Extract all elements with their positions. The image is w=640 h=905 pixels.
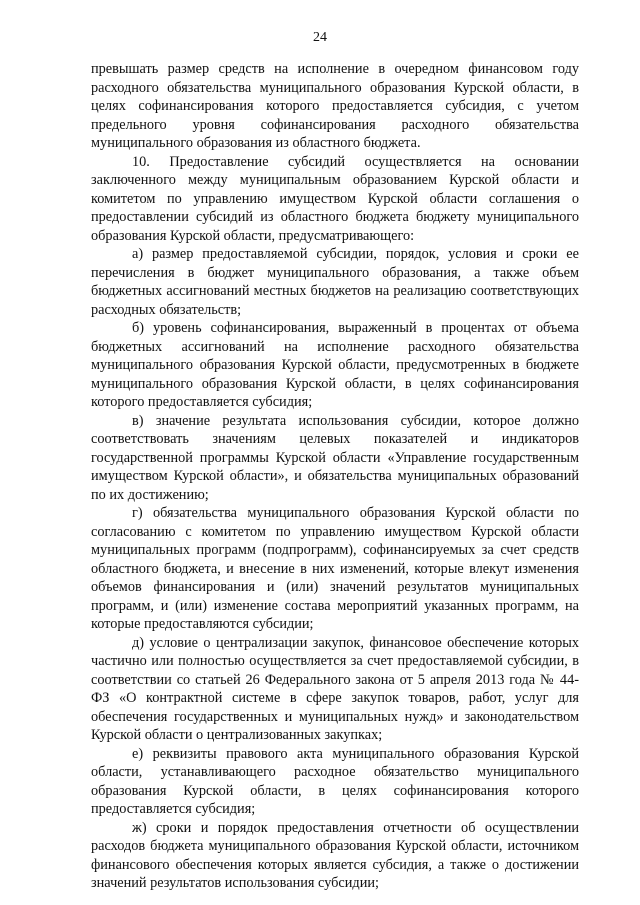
paragraph-item-d: д) условие о централизации закупок, финансовое обеспечение которых частично или полностью осуществляется за счет предоставляемой субсидии, в соответствии со статьей 26 Федерального закона от 5 апреля 2013 года № 44-ФЗ «О контрактной системе в сфере закупок товаров, работ, услуг для обеспечения государственных и муниципальных нужд» и законодательством Курской области о централизованных закупках;: [91, 634, 579, 743]
paragraph-item-a: а) размер предоставляемой субсидии, порядок, условия и сроки ее перечисления в бюджет муниципального образования, а также объем бюджетных ассигнований местных бюджетов на реализацию соответствующих расходных обязательств;: [91, 246, 579, 318]
page-number: 24: [313, 30, 327, 45]
paragraph-item-e: е) реквизиты правового акта муниципального образования Курской области, устанавливающего расходное обязательство муниципального образования Курской области, в целях софинансирования которого предоставляется субсидия;: [91, 745, 579, 817]
document-body: [91, 60, 579, 893]
paragraph-item-zh: ж) сроки и порядок предоставления отчетности об осуществлении расходов бюджета муниципального образования Курской области, источником финансового обеспечения которых является субсидия, а также о достижении значений результатов использования субсидии;: [91, 819, 579, 891]
paragraph-item-10: 10. Предоставление субсидий осуществляется на основании заключенного между муниципальным образованием Курской области и комитетом по управлению имуществом Курской области соглашения о предоставлении субсидий из областного бюджета бюджету муниципального образования Курской области, предусматривающего:: [91, 153, 579, 244]
paragraph-continuation: превышать размер средств на исполнение в очередном финансовом году расходного обязательства муниципального образования Курской области, в целях софинансирования которого предоставляется субсидия, с учетом предельного уровня софинансирования расходного обязательства муниципального образования из областного бюджета.: [91, 61, 579, 151]
paragraph-item-b: б) уровень софинансирования, выраженный в процентах от объема бюджетных ассигнований на исполнение расходного обязательства муниципального образования Курской области, предусмотренных в бюджете муниципального образования Курской области, в целях софинансирования которого предоставляется субсидия;: [91, 320, 579, 410]
paragraph-item-g: г) обязательства муниципального образования Курской области по согласованию с комитетом по управлению имуществом Курской области муниципальных программ (подпрограмм), софинансируемых за счет средств областного бюджета, и внесение в них изменений, которые влекут изменения объемов финансирования и (или) значений результатов муниципальных программ, и (или) изменение состава мероприятий указанных программ, на которые предоставляются субсидии;: [91, 505, 579, 632]
paragraph-item-v: в) значение результата использования субсидии, которое должно соответствовать значениям целевых показателей и индикаторов государственной программы Курской области «Управление государственным имуществом Курской области», и обязательства муниципальных образований по их достижению;: [91, 412, 579, 503]
